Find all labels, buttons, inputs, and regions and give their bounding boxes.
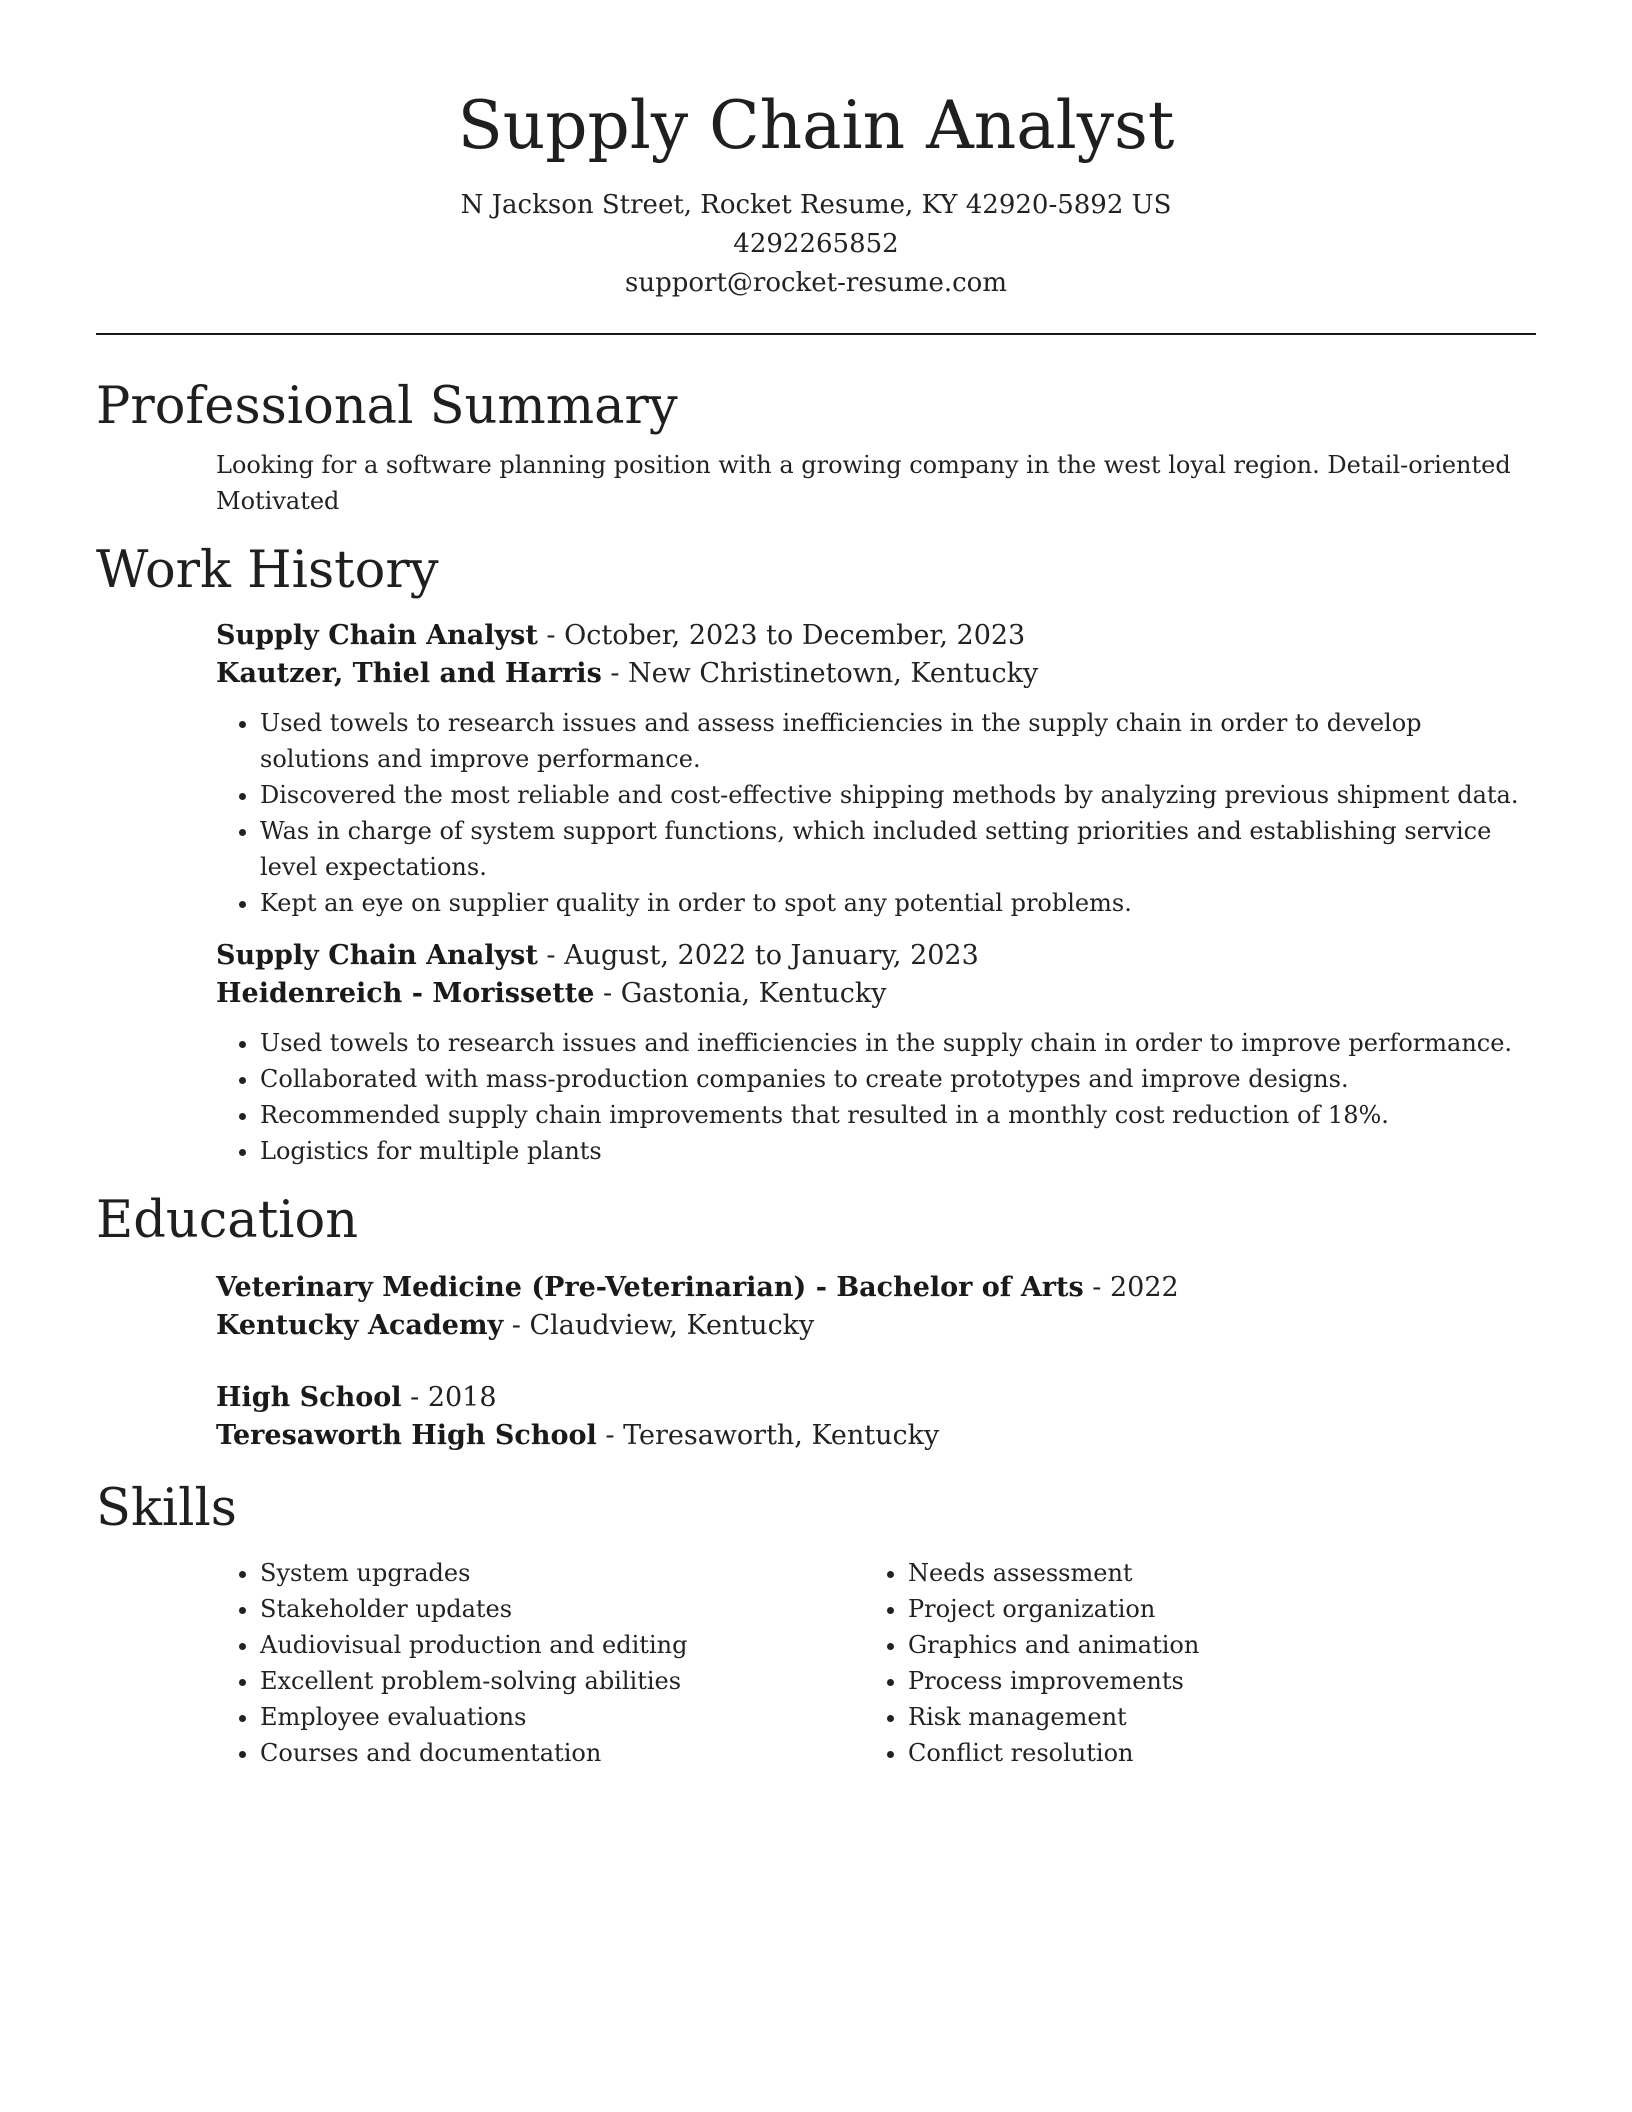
education-location: - Teresaworth, Kentucky bbox=[596, 1420, 940, 1451]
summary-text: Looking for a software planning position with a growing company in the west loyal region. Detail-oriented Motivated bbox=[216, 451, 1511, 515]
job-location: - New Christinetown, Kentucky bbox=[601, 658, 1039, 689]
education-school-line bbox=[216, 1417, 1536, 1455]
job-bullet: • Collaborated with mass-production companies to create prototypes and improve designs. bbox=[260, 1061, 1536, 1097]
contact-phone: 4292265852 bbox=[733, 229, 899, 259]
job-role-line bbox=[216, 617, 1536, 655]
job-company-line bbox=[216, 975, 1536, 1013]
job-bullets bbox=[216, 705, 1536, 921]
skills-columns bbox=[216, 1555, 1536, 1771]
job-bullet: • Discovered the most reliable and cost-effective shipping methods by analyzing previous shipment data. bbox=[260, 777, 1536, 813]
education-school: Kentucky Academy bbox=[216, 1310, 504, 1341]
skill-item: • Audiovisual production and editing bbox=[260, 1627, 860, 1663]
education-degree: Veterinary Medicine (Pre-Veterinarian) - Bachelor of Arts bbox=[216, 1272, 1084, 1303]
skill-item: • System upgrades bbox=[260, 1555, 860, 1591]
skill-item: • Risk management bbox=[908, 1699, 1508, 1735]
education-year: - 2018 bbox=[401, 1382, 497, 1413]
job-role: Supply Chain Analyst bbox=[216, 940, 538, 971]
contact-block bbox=[96, 186, 1536, 303]
education-degree-line bbox=[216, 1379, 1536, 1417]
section-title-summary: Professional Summary bbox=[96, 377, 678, 436]
header-divider bbox=[96, 333, 1536, 335]
job-bullet: • Recommended supply chain improvements that resulted in a monthly cost reduction of 18%. bbox=[260, 1097, 1536, 1133]
education-degree-line bbox=[216, 1269, 1536, 1307]
skills-list-right bbox=[864, 1555, 1508, 1771]
job-bullets bbox=[216, 1025, 1536, 1169]
section-title-education: Education bbox=[96, 1191, 359, 1250]
education-location: - Claudview, Kentucky bbox=[503, 1310, 815, 1341]
skill-item: • Process improvements bbox=[908, 1663, 1508, 1699]
job-dates: - October, 2023 to December, 2023 bbox=[537, 620, 1026, 651]
job-entry bbox=[216, 617, 1536, 921]
skill-item: • Needs assessment bbox=[908, 1555, 1508, 1591]
skill-item: • Excellent problem-solving abilities bbox=[260, 1663, 860, 1699]
resume-header bbox=[96, 0, 1536, 303]
skill-item: • Stakeholder updates bbox=[260, 1591, 860, 1627]
job-role: Supply Chain Analyst bbox=[216, 620, 538, 651]
section-title-work-history: Work History bbox=[96, 541, 439, 600]
job-company-line bbox=[216, 655, 1536, 693]
education-year: - 2022 bbox=[1083, 1272, 1179, 1303]
job-bullet: • Used towels to research issues and assess inefficiencies in the supply chain in order to develop solutions and improve performance. bbox=[260, 705, 1536, 777]
education-degree: High School bbox=[216, 1382, 402, 1413]
resume-title: Supply Chain Analyst bbox=[457, 87, 1175, 164]
resume-page bbox=[96, 0, 1536, 1771]
job-role-line bbox=[216, 937, 1536, 975]
skills-list-left bbox=[216, 1555, 860, 1771]
job-company: Heidenreich - Morissette bbox=[216, 978, 595, 1009]
education-school-line bbox=[216, 1307, 1536, 1345]
section-title-skills: Skills bbox=[96, 1479, 237, 1538]
skill-item: • Conflict resolution bbox=[908, 1735, 1508, 1771]
job-company: Kautzer, Thiel and Harris bbox=[216, 658, 602, 689]
education-entry bbox=[216, 1269, 1536, 1345]
education-school: Teresaworth High School bbox=[216, 1420, 597, 1451]
job-bullet: • Was in charge of system support functions, which included setting priorities and establishing service level expectations. bbox=[260, 813, 1536, 885]
contact-email: support@rocket-resume.com bbox=[624, 268, 1007, 298]
job-bullet: • Used towels to research issues and inefficiencies in the supply chain in order to improve performance. bbox=[260, 1025, 1536, 1061]
skill-item: • Graphics and animation bbox=[908, 1627, 1508, 1663]
skill-item: • Courses and documentation bbox=[260, 1735, 860, 1771]
contact-address: N Jackson Street, Rocket Resume, KY 42920-5892 US bbox=[460, 190, 1172, 220]
skill-item: • Project organization bbox=[908, 1591, 1508, 1627]
job-location: - Gastonia, Kentucky bbox=[594, 978, 887, 1009]
skill-item: • Employee evaluations bbox=[260, 1699, 860, 1735]
job-dates: - August, 2022 to January, 2023 bbox=[537, 940, 979, 971]
job-bullet: • Logistics for multiple plants bbox=[260, 1133, 1536, 1169]
job-entry bbox=[216, 937, 1536, 1169]
job-bullet: • Kept an eye on supplier quality in order to spot any potential problems. bbox=[260, 885, 1536, 921]
education-entry bbox=[216, 1379, 1536, 1455]
